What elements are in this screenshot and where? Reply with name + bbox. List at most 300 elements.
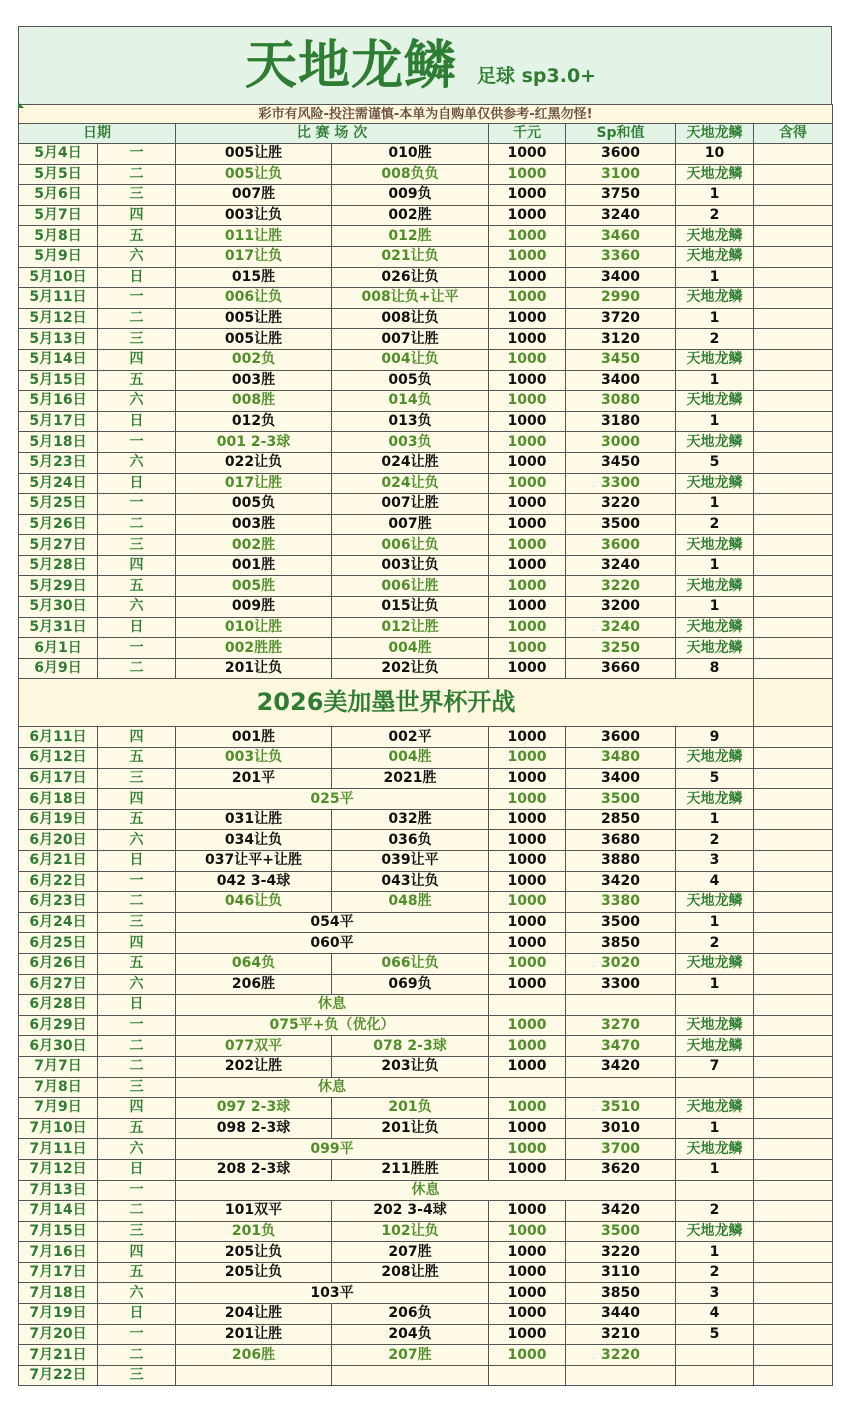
row-date: 7月12日 xyxy=(19,1159,98,1180)
row-date: 7月20日 xyxy=(19,1324,98,1345)
row-gain xyxy=(754,871,833,892)
row-match-1: 017让负 xyxy=(176,246,332,267)
row-gain xyxy=(754,432,833,453)
row-sp: 3210 xyxy=(566,1324,676,1345)
row-gain xyxy=(754,830,833,851)
table-row xyxy=(19,370,833,391)
row-weekday: 二 xyxy=(98,1056,176,1077)
row-match-1 xyxy=(176,1365,332,1386)
row-sp: 3000 xyxy=(566,432,676,453)
row-weekday: 三 xyxy=(98,1365,176,1386)
row-sp: 3750 xyxy=(566,185,676,206)
row-weekday: 一 xyxy=(98,288,176,309)
row-weekday: 一 xyxy=(98,638,176,659)
row-result: 1 xyxy=(676,912,754,933)
row-gain xyxy=(754,555,833,576)
row-date: 7月21日 xyxy=(19,1345,98,1366)
row-weekday: 五 xyxy=(98,1118,176,1139)
row-sp: 3620 xyxy=(566,1159,676,1180)
row-gain xyxy=(754,1365,833,1386)
row-result: 天地龙鳞 xyxy=(676,391,754,412)
row-sp: 3380 xyxy=(566,892,676,913)
row-weekday: 三 xyxy=(98,1077,176,1098)
row-gain xyxy=(754,185,833,206)
table-row xyxy=(19,727,833,748)
row-match-2: 003负 xyxy=(332,432,489,453)
row-weekday: 二 xyxy=(98,1201,176,1222)
row-weekday: 五 xyxy=(98,226,176,247)
row-gain xyxy=(754,1036,833,1057)
row-match-1: 046让负 xyxy=(176,892,332,913)
row-match-merged: 休息 xyxy=(176,995,489,1016)
row-weekday: 一 xyxy=(98,1180,176,1201)
row-result: 天地龙鳞 xyxy=(676,1036,754,1057)
table-row xyxy=(19,555,833,576)
table-row xyxy=(19,748,833,769)
row-sp: 3500 xyxy=(566,1221,676,1242)
row-match-1: 201让负 xyxy=(176,658,332,679)
row-stake: 1000 xyxy=(489,1324,566,1345)
row-result: 8 xyxy=(676,658,754,679)
row-weekday: 四 xyxy=(98,205,176,226)
row-match-1: 031让胜 xyxy=(176,809,332,830)
disclaimer-text: 彩市有风险-投注需谨慎-本单为自购单仅供参考-红黑勿怪! xyxy=(19,105,833,124)
row-result: 4 xyxy=(676,1304,754,1325)
row-sp: 3220 xyxy=(566,576,676,597)
row-gain xyxy=(754,144,833,165)
row-match-1: 077双平 xyxy=(176,1036,332,1057)
row-date: 6月12日 xyxy=(19,748,98,769)
row-match-2: 036负 xyxy=(332,830,489,851)
row-match-1: 022让负 xyxy=(176,452,332,473)
row-result xyxy=(676,995,754,1016)
row-match-2: 207胜 xyxy=(332,1345,489,1366)
row-gain xyxy=(754,1118,833,1139)
row-gain xyxy=(754,494,833,515)
sheet-title: 天地龙鳞 xyxy=(245,36,458,96)
row-date: 6月30日 xyxy=(19,1036,98,1057)
row-result: 天地龙鳞 xyxy=(676,953,754,974)
table-row xyxy=(19,809,833,830)
row-match-merged: 054平 xyxy=(176,912,489,933)
row-stake: 1000 xyxy=(489,830,566,851)
row-date: 7月7日 xyxy=(19,1056,98,1077)
row-stake: 1000 xyxy=(489,617,566,638)
row-gain xyxy=(754,391,833,412)
row-gain xyxy=(754,892,833,913)
row-weekday: 五 xyxy=(98,1262,176,1283)
row-weekday: 日 xyxy=(98,1304,176,1325)
table-row xyxy=(19,1365,833,1386)
row-date: 5月8日 xyxy=(19,226,98,247)
row-match-2: 202 3-4球 xyxy=(332,1201,489,1222)
row-stake: 1000 xyxy=(489,748,566,769)
row-gain xyxy=(754,658,833,679)
row-sp: 3850 xyxy=(566,1283,676,1304)
row-match-2: 039让平 xyxy=(332,851,489,872)
row-stake: 1000 xyxy=(489,789,566,810)
row-weekday: 二 xyxy=(98,514,176,535)
header-date: 日期 xyxy=(19,124,176,144)
row-result: 天地龙鳞 xyxy=(676,226,754,247)
row-match-1: 005让胜 xyxy=(176,329,332,350)
table-row xyxy=(19,411,833,432)
row-match-2: 211胜胜 xyxy=(332,1159,489,1180)
row-match-1: 202让胜 xyxy=(176,1056,332,1077)
table-row xyxy=(19,452,833,473)
row-match-2: 007胜 xyxy=(332,514,489,535)
row-match-2: 102让负 xyxy=(332,1221,489,1242)
row-weekday: 六 xyxy=(98,830,176,851)
row-gain xyxy=(754,1304,833,1325)
row-result: 天地龙鳞 xyxy=(676,748,754,769)
row-gain xyxy=(754,748,833,769)
row-match-2: 004胜 xyxy=(332,748,489,769)
row-result: 2 xyxy=(676,205,754,226)
table-row xyxy=(19,349,833,370)
row-date: 5月31日 xyxy=(19,617,98,638)
row-gain xyxy=(754,1139,833,1160)
row-date: 5月12日 xyxy=(19,308,98,329)
row-gain xyxy=(754,1098,833,1119)
row-date: 7月8日 xyxy=(19,1077,98,1098)
section-gain-cell xyxy=(754,679,833,727)
row-date: 6月22日 xyxy=(19,871,98,892)
row-match-1: 206胜 xyxy=(176,974,332,995)
row-stake: 1000 xyxy=(489,851,566,872)
table-row xyxy=(19,535,833,556)
row-match-2: 012让胜 xyxy=(332,617,489,638)
row-gain xyxy=(754,1159,833,1180)
row-match-2: 201负 xyxy=(332,1098,489,1119)
row-result: 天地龙鳞 xyxy=(676,432,754,453)
row-weekday: 日 xyxy=(98,473,176,494)
row-result: 天地龙鳞 xyxy=(676,1139,754,1160)
row-gain xyxy=(754,452,833,473)
row-weekday: 三 xyxy=(98,912,176,933)
row-gain xyxy=(754,597,833,618)
row-match-2: 069负 xyxy=(332,974,489,995)
row-stake: 1000 xyxy=(489,226,566,247)
row-match-merged: 025平 xyxy=(176,789,489,810)
row-match-1: 005胜 xyxy=(176,576,332,597)
row-weekday: 四 xyxy=(98,727,176,748)
row-gain xyxy=(754,370,833,391)
row-result: 天地龙鳞 xyxy=(676,1221,754,1242)
row-gain xyxy=(754,851,833,872)
row-sp: 3120 xyxy=(566,329,676,350)
row-weekday: 日 xyxy=(98,411,176,432)
table-row xyxy=(19,1283,833,1304)
row-gain xyxy=(754,953,833,974)
table-row xyxy=(19,1201,833,1222)
row-stake: 1000 xyxy=(489,308,566,329)
row-match-2: 007让胜 xyxy=(332,329,489,350)
row-stake: 1000 xyxy=(489,185,566,206)
row-date: 7月17日 xyxy=(19,1262,98,1283)
row-match-1: 012负 xyxy=(176,411,332,432)
cell-corner-marker xyxy=(18,102,24,108)
disclaimer-row xyxy=(19,105,833,124)
row-date: 5月30日 xyxy=(19,597,98,618)
row-match-1: 006让负 xyxy=(176,288,332,309)
row-sp: 3440 xyxy=(566,1304,676,1325)
table-row xyxy=(19,1221,833,1242)
row-stake: 1000 xyxy=(489,205,566,226)
row-sp: 3010 xyxy=(566,1118,676,1139)
row-date: 5月11日 xyxy=(19,288,98,309)
row-match-2: 010胜 xyxy=(332,144,489,165)
row-result: 5 xyxy=(676,768,754,789)
row-sp: 3720 xyxy=(566,308,676,329)
row-result: 1 xyxy=(676,308,754,329)
row-date: 5月24日 xyxy=(19,473,98,494)
row-date: 6月27日 xyxy=(19,974,98,995)
row-match-1: 003让负 xyxy=(176,205,332,226)
row-stake: 1000 xyxy=(489,555,566,576)
row-gain xyxy=(754,1262,833,1283)
row-weekday: 四 xyxy=(98,789,176,810)
row-stake: 1000 xyxy=(489,391,566,412)
table-row xyxy=(19,638,833,659)
row-date: 6月21日 xyxy=(19,851,98,872)
table-row xyxy=(19,246,833,267)
row-result: 1 xyxy=(676,1242,754,1263)
row-date: 7月15日 xyxy=(19,1221,98,1242)
row-gain xyxy=(754,1180,833,1201)
row-result: 1 xyxy=(676,809,754,830)
row-weekday: 日 xyxy=(98,267,176,288)
row-date: 6月23日 xyxy=(19,892,98,913)
table-row xyxy=(19,1180,833,1201)
row-sp: 2990 xyxy=(566,288,676,309)
row-sp: 3460 xyxy=(566,226,676,247)
row-match-2: 021让负 xyxy=(332,246,489,267)
row-date: 5月15日 xyxy=(19,370,98,391)
row-sp: 3200 xyxy=(566,597,676,618)
row-weekday: 三 xyxy=(98,768,176,789)
row-result: 5 xyxy=(676,1324,754,1345)
row-stake: 1000 xyxy=(489,1242,566,1263)
row-sp xyxy=(566,995,676,1016)
row-result: 天地龙鳞 xyxy=(676,1098,754,1119)
table-row xyxy=(19,789,833,810)
table-row xyxy=(19,892,833,913)
title-banner xyxy=(18,26,832,104)
row-gain xyxy=(754,164,833,185)
row-gain xyxy=(754,974,833,995)
row-stake: 1000 xyxy=(489,514,566,535)
row-match-2: 004让负 xyxy=(332,349,489,370)
row-sp: 3450 xyxy=(566,452,676,473)
row-date: 6月25日 xyxy=(19,933,98,954)
table-row xyxy=(19,871,833,892)
table-row xyxy=(19,308,833,329)
row-gain xyxy=(754,768,833,789)
row-gain xyxy=(754,329,833,350)
row-match-2: 048胜 xyxy=(332,892,489,913)
row-weekday: 五 xyxy=(98,370,176,391)
row-gain xyxy=(754,1324,833,1345)
header-gain: 含得 xyxy=(754,124,833,144)
row-date: 6月19日 xyxy=(19,809,98,830)
row-date: 5月26日 xyxy=(19,514,98,535)
row-sp: 3400 xyxy=(566,768,676,789)
row-weekday: 四 xyxy=(98,555,176,576)
row-result: 1 xyxy=(676,267,754,288)
row-match-1: 005负 xyxy=(176,494,332,515)
row-gain xyxy=(754,535,833,556)
row-weekday: 三 xyxy=(98,329,176,350)
row-match-1: 037让平+让胜 xyxy=(176,851,332,872)
row-gain xyxy=(754,809,833,830)
row-match-2: 032胜 xyxy=(332,809,489,830)
row-match-2: 006让胜 xyxy=(332,576,489,597)
row-weekday: 一 xyxy=(98,1324,176,1345)
row-match-1: 101双平 xyxy=(176,1201,332,1222)
table-row xyxy=(19,144,833,165)
row-sp: 3480 xyxy=(566,748,676,769)
table-row xyxy=(19,1262,833,1283)
row-date: 5月17日 xyxy=(19,411,98,432)
row-stake: 1000 xyxy=(489,1159,566,1180)
row-gain xyxy=(754,349,833,370)
row-match-1: 002胜 xyxy=(176,535,332,556)
row-gain xyxy=(754,246,833,267)
row-gain xyxy=(754,995,833,1016)
row-stake: 1000 xyxy=(489,267,566,288)
row-weekday: 六 xyxy=(98,452,176,473)
row-weekday: 二 xyxy=(98,658,176,679)
row-match-2: 013负 xyxy=(332,411,489,432)
row-result: 1 xyxy=(676,411,754,432)
row-date: 5月14日 xyxy=(19,349,98,370)
table-row xyxy=(19,164,833,185)
row-stake: 1000 xyxy=(489,1221,566,1242)
row-match-1: 201负 xyxy=(176,1221,332,1242)
row-match-2: 005负 xyxy=(332,370,489,391)
row-date: 6月28日 xyxy=(19,995,98,1016)
row-date: 5月23日 xyxy=(19,452,98,473)
row-stake: 1000 xyxy=(489,1139,566,1160)
table-row xyxy=(19,1098,833,1119)
row-gain xyxy=(754,226,833,247)
header-sp: Sp和值 xyxy=(566,124,676,144)
row-date: 6月9日 xyxy=(19,658,98,679)
row-sp: 3240 xyxy=(566,555,676,576)
row-stake: 1000 xyxy=(489,1036,566,1057)
row-match-2: 008负负 xyxy=(332,164,489,185)
row-date: 5月27日 xyxy=(19,535,98,556)
row-match-1: 034让负 xyxy=(176,830,332,851)
row-result: 1 xyxy=(676,1159,754,1180)
row-stake: 1000 xyxy=(489,871,566,892)
row-date: 7月18日 xyxy=(19,1283,98,1304)
table-row xyxy=(19,514,833,535)
row-match-1: 003胜 xyxy=(176,514,332,535)
row-result: 天地龙鳞 xyxy=(676,638,754,659)
row-sp: 3250 xyxy=(566,638,676,659)
row-stake: 1000 xyxy=(489,953,566,974)
row-match-2: 009负 xyxy=(332,185,489,206)
row-weekday: 四 xyxy=(98,933,176,954)
table-row xyxy=(19,494,833,515)
row-weekday: 一 xyxy=(98,494,176,515)
row-match-2: 002胜 xyxy=(332,205,489,226)
row-date: 6月20日 xyxy=(19,830,98,851)
row-sp: 3510 xyxy=(566,1098,676,1119)
header-match: 比 赛 场 次 xyxy=(176,124,489,144)
row-result xyxy=(676,1345,754,1366)
row-match-2: 207胜 xyxy=(332,1242,489,1263)
row-sp: 3400 xyxy=(566,267,676,288)
row-match-2: 078 2-3球 xyxy=(332,1036,489,1057)
row-result: 9 xyxy=(676,727,754,748)
row-date: 7月22日 xyxy=(19,1365,98,1386)
row-weekday: 一 xyxy=(98,432,176,453)
row-result: 5 xyxy=(676,452,754,473)
table-row xyxy=(19,1242,833,1263)
section-title: 2026美加墨世界杯开战 xyxy=(19,679,754,727)
row-gain xyxy=(754,638,833,659)
row-stake: 1000 xyxy=(489,1201,566,1222)
row-stake: 1000 xyxy=(489,576,566,597)
row-sp: 3600 xyxy=(566,144,676,165)
table-row xyxy=(19,933,833,954)
row-result: 1 xyxy=(676,370,754,391)
row-date: 6月18日 xyxy=(19,789,98,810)
row-sp: 2850 xyxy=(566,809,676,830)
row-match-1: 001胜 xyxy=(176,555,332,576)
table-row xyxy=(19,1077,833,1098)
row-date: 7月11日 xyxy=(19,1139,98,1160)
row-sp: 3420 xyxy=(566,1201,676,1222)
row-gain xyxy=(754,912,833,933)
row-result: 2 xyxy=(676,1262,754,1283)
row-result: 2 xyxy=(676,329,754,350)
row-gain xyxy=(754,789,833,810)
table-row xyxy=(19,1324,833,1345)
table-row xyxy=(19,912,833,933)
row-stake: 1000 xyxy=(489,658,566,679)
row-gain xyxy=(754,205,833,226)
row-match-1: 015胜 xyxy=(176,267,332,288)
row-match-1: 206胜 xyxy=(176,1345,332,1366)
table-row xyxy=(19,267,833,288)
row-match-1: 007胜 xyxy=(176,185,332,206)
row-result: 2 xyxy=(676,933,754,954)
row-result: 3 xyxy=(676,851,754,872)
row-match-merged: 休息 xyxy=(176,1077,489,1098)
row-result: 1 xyxy=(676,1118,754,1139)
row-date: 6月1日 xyxy=(19,638,98,659)
row-date: 5月13日 xyxy=(19,329,98,350)
row-result: 2 xyxy=(676,514,754,535)
row-stake: 1000 xyxy=(489,494,566,515)
row-weekday: 五 xyxy=(98,748,176,769)
row-weekday: 日 xyxy=(98,1159,176,1180)
row-match-1: 010让胜 xyxy=(176,617,332,638)
row-match-2 xyxy=(332,1365,489,1386)
row-date: 7月10日 xyxy=(19,1118,98,1139)
row-stake: 1000 xyxy=(489,1262,566,1283)
row-date: 5月5日 xyxy=(19,164,98,185)
row-match-1: 201让胜 xyxy=(176,1324,332,1345)
row-gain xyxy=(754,288,833,309)
row-stake xyxy=(489,995,566,1016)
row-match-2: 208让胜 xyxy=(332,1262,489,1283)
row-match-1: 204让胜 xyxy=(176,1304,332,1325)
